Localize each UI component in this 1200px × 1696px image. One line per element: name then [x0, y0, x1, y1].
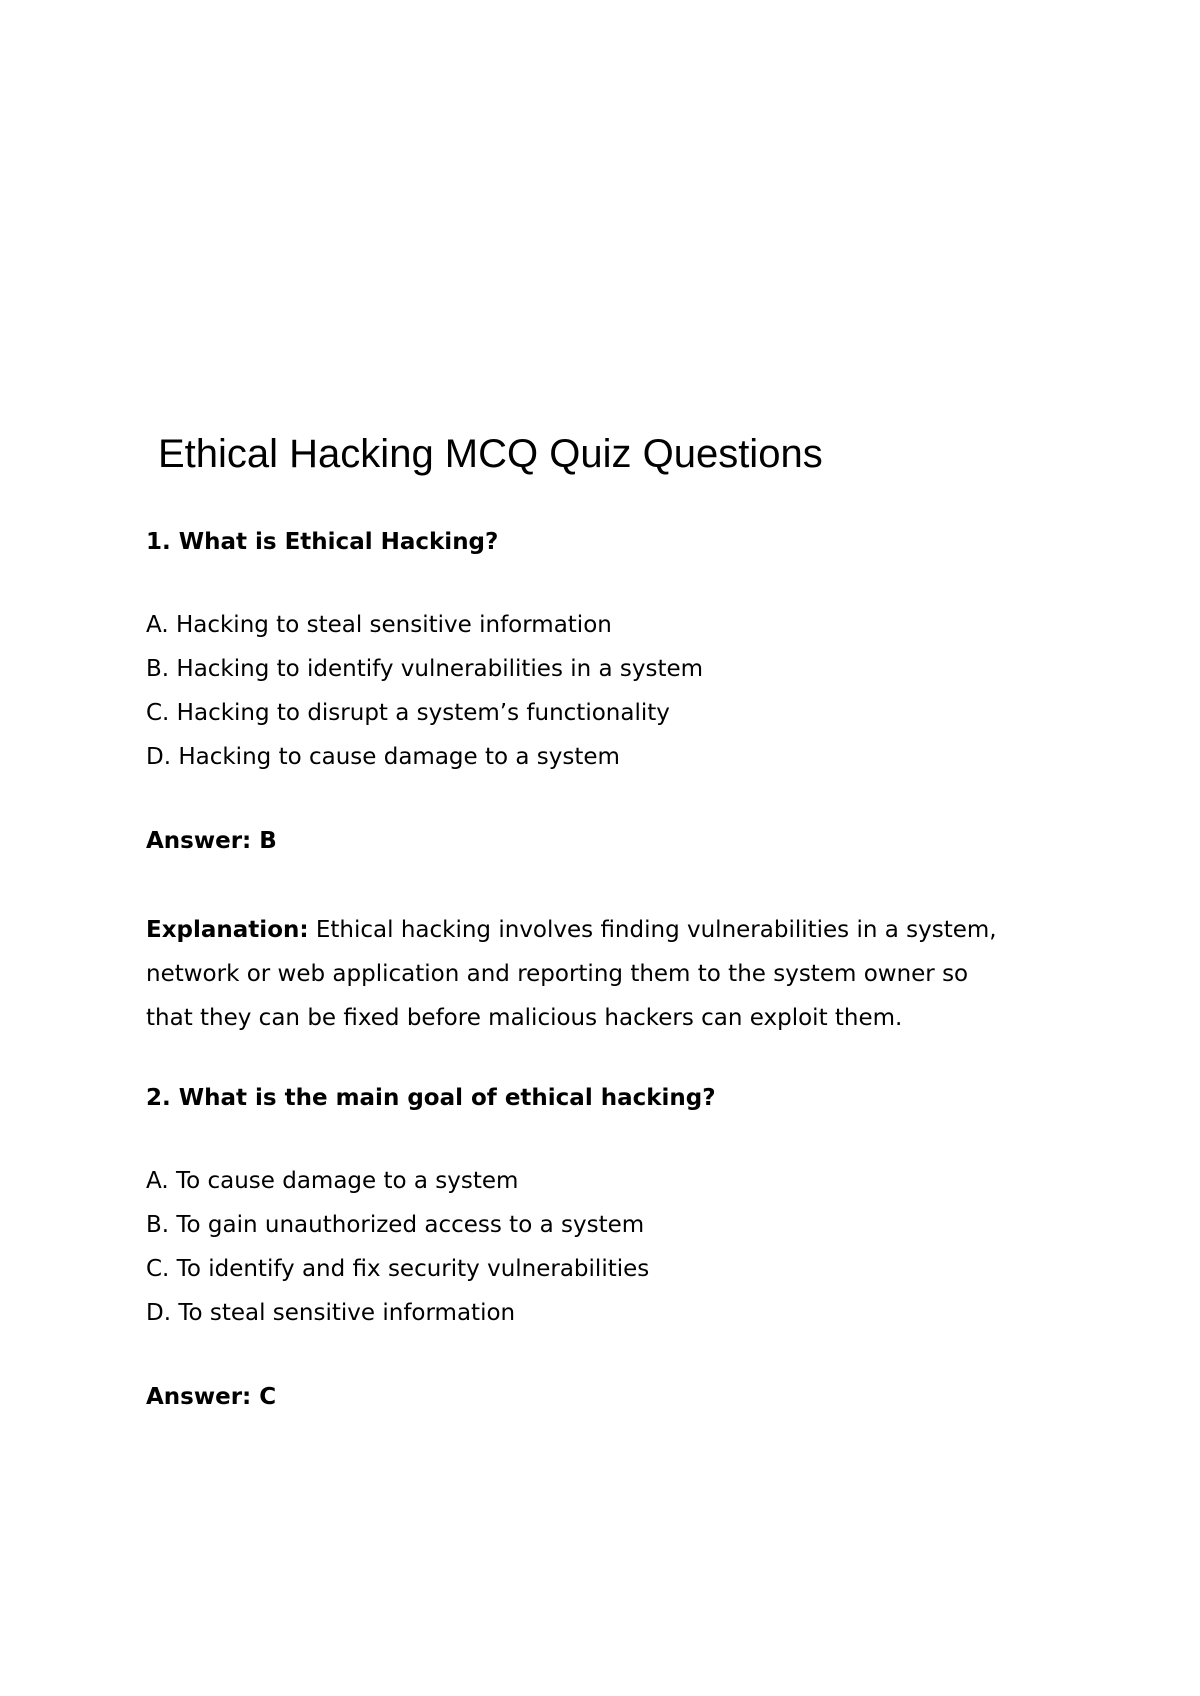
explanation-label: Explanation: — [146, 917, 309, 943]
question-1: 1. What is Ethical Hacking? — [146, 529, 499, 555]
question-1-option-d: D. Hacking to cause damage to a system — [146, 744, 620, 770]
explanation-line-2: network or web application and reporting them to the system owner so — [146, 961, 969, 987]
question-1-option-c: C. Hacking to disrupt a system’s functionality — [146, 700, 670, 726]
question-2-option-c: C. To identify and fix security vulnerabilities — [146, 1256, 650, 1282]
explanation-line-3: that they can be fixed before malicious hackers can exploit them. — [146, 1005, 903, 1031]
question-1-explanation — [146, 908, 1076, 1040]
question-2: 2. What is the main goal of ethical hacking? — [146, 1085, 716, 1111]
question-1-option-a: A. Hacking to steal sensitive information — [146, 612, 612, 638]
question-2-answer: Answer: C — [146, 1384, 277, 1410]
question-2-option-b: B. To gain unauthorized access to a system — [146, 1212, 645, 1238]
explanation-text-1: Ethical hacking involves finding vulnerabilities in a system, — [308, 917, 997, 943]
question-2-option-a: A. To cause damage to a system — [146, 1168, 519, 1194]
question-1-option-b: B. Hacking to identify vulnerabilities in a system — [146, 656, 704, 682]
document-title: Ethical Hacking MCQ Quiz Questions — [158, 432, 823, 476]
question-1-answer: Answer: B — [146, 828, 277, 854]
question-2-option-d: D. To steal sensitive information — [146, 1300, 516, 1326]
explanation-line-1 — [146, 908, 1076, 952]
